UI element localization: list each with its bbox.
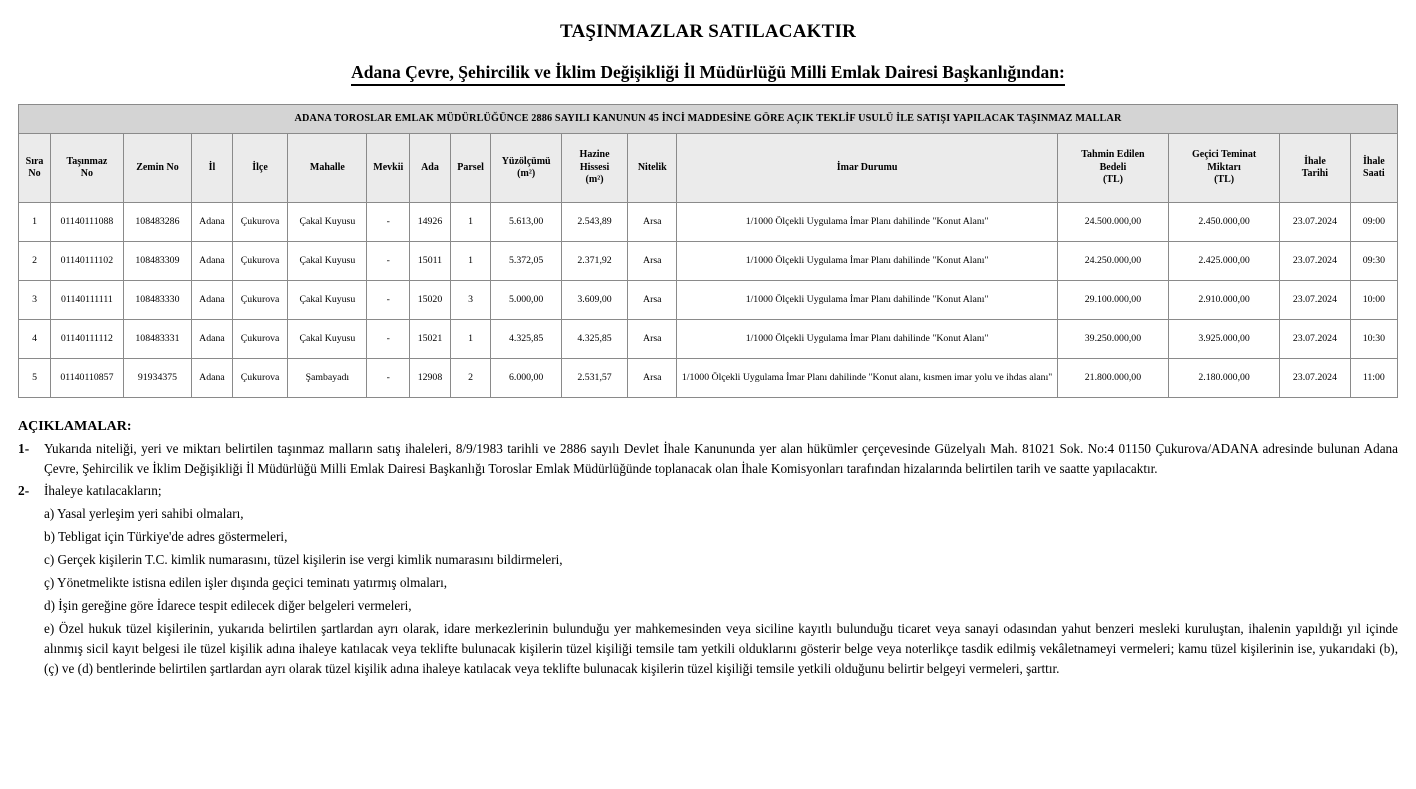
cell-tasinmaz-no: 01140110857: [51, 359, 124, 398]
col-header-line2: Tarihi: [1301, 168, 1329, 180]
explanation-body-1: [44, 439, 1398, 479]
table-header-row: [19, 134, 1398, 203]
explanation-subitem-b: b) Tebligat için Türkiye'de adres göstermeleri,: [44, 528, 288, 544]
cell-nitelik: Arsa: [628, 242, 677, 281]
cell-ilce: Çukurova: [232, 320, 288, 359]
cell-ihale-saati: 10:00: [1350, 281, 1397, 320]
cell-parsel: 1: [450, 320, 491, 359]
col-header-line1: İhale: [1363, 155, 1385, 167]
cell-sira-no: 1: [19, 203, 51, 242]
col-header-line2: No: [28, 168, 41, 180]
cell-ihale-tarihi: 23.07.2024: [1280, 320, 1351, 359]
explanation-subitem-c-cedilla: ç) Yönetmelikte istisna edilen işler dışında geçici teminatı yatırmış olmaları,: [44, 574, 448, 590]
cell-ihale-saati: 10:30: [1350, 320, 1397, 359]
explanations-title: AÇIKLAMALAR:: [18, 419, 132, 435]
cell-tahmin-edilen-bedel: 24.500.000,00: [1057, 203, 1168, 242]
col-header-ihale-saati: [1350, 134, 1397, 203]
col-header-line2: (m²): [517, 168, 536, 180]
col-header-ihale-tarihi: [1280, 134, 1351, 203]
cell-tahmin-edilen-bedel: 24.250.000,00: [1057, 242, 1168, 281]
cell-ihale-tarihi: 23.07.2024: [1280, 359, 1351, 398]
col-header-line3: (TL): [1214, 174, 1235, 186]
cell-imar-durumu: 1/1000 Ölçekli Uygulama İmar Planı dahilinde "Konut Alanı": [677, 203, 1058, 242]
cell-imar-durumu: 1/1000 Ölçekli Uygulama İmar Planı dahilinde "Konut alanı, kısmen imar yolu ve ihdas alanı": [677, 359, 1058, 398]
cell-zemin-no: 108483286: [123, 203, 191, 242]
cell-mevkii: -: [367, 242, 410, 281]
table-header-row-group: [19, 134, 1398, 203]
col-header-nitelik: Nitelik: [628, 134, 677, 203]
cell-yuzolcumu: 4.325,85: [491, 320, 562, 359]
col-header-line1: Sıra: [25, 155, 44, 167]
col-header-line2: Saati: [1363, 168, 1385, 180]
col-header-parsel: Parsel: [450, 134, 491, 203]
cell-ihale-saati: 09:30: [1350, 242, 1397, 281]
col-header-yuzolcumu: [491, 134, 562, 203]
cell-il: Adana: [192, 242, 233, 281]
cell-sira-no: 3: [19, 281, 51, 320]
cell-mevkii: -: [367, 320, 410, 359]
cell-ilce: Çukurova: [232, 281, 288, 320]
col-header-mahalle: Mahalle: [288, 134, 367, 203]
cell-nitelik: Arsa: [628, 281, 677, 320]
col-header-line2: Bedeli: [1099, 161, 1127, 173]
cell-yuzolcumu: 5.000,00: [491, 281, 562, 320]
cell-ada: 15021: [410, 320, 451, 359]
col-header-il: İl: [192, 134, 233, 203]
page-subtitle-text: Adana Çevre, Şehircilik ve İklim Değişikliği İl Müdürlüğü Milli Emlak Dairesi Başkanlığından:: [351, 62, 1065, 86]
cell-gecici-teminat: 3.925.000,00: [1169, 320, 1280, 359]
cell-imar-durumu: 1/1000 Ölçekli Uygulama İmar Planı dahilinde "Konut Alanı": [677, 242, 1058, 281]
cell-il: Adana: [192, 359, 233, 398]
explanations-section: [18, 416, 1398, 679]
explanation-subitem-e: e) Özel hukuk tüzel kişilerinin, yukarıda belirtilen şartlardan ayrı olarak, idare merkezlerinin bulunduğu yer mahkemesinden veya siciline kayıtlı bulunduğu ticaret veya sanayi odasından yahut benzeri mesleki kuruluştan, ihalenin yapıldığı yıl içinde alınmış sicil kayıt belgesi ile tüzel kişilik adına ihaleye katılacak veya teklifte bulunacak kişilerin tüzel kişiliği temsile tam yetkili olduklarını gösterir belge veya noterlikçe tasdik edilmiş vekâletnameyi vermeleri; kamu tüzel kişilerinin ise, yukarıdaki (b), (ç) ve (d) bentlerinde belirtilen şartlardan ayrı olarak tüzel kişilik adına ihaleye katılacak veya teklifte bulunacak kişilerin tüzel kişiliği temsile yetkili olduğunu belirtir belgeyi vermeleri, şarttır.: [44, 620, 1398, 677]
table-row: [19, 242, 1398, 281]
explanation-subitem-d: d) İşin gereğine göre İdarece tespit edilecek diğer belgeleri vermeleri,: [44, 597, 412, 613]
cell-hazine-hissesi: 2.371,92: [561, 242, 627, 281]
cell-mevkii: -: [367, 203, 410, 242]
cell-yuzolcumu: 5.613,00: [491, 203, 562, 242]
cell-mevkii: -: [367, 359, 410, 398]
cell-imar-durumu: 1/1000 Ölçekli Uygulama İmar Planı dahilinde "Konut Alanı": [677, 320, 1058, 359]
col-header-tasinmaz-no: [51, 134, 124, 203]
col-header-ada: Ada: [410, 134, 451, 203]
cell-ihale-tarihi: 23.07.2024: [1280, 281, 1351, 320]
page-subtitle: [18, 63, 1398, 82]
cell-mahalle: Şambayadı: [288, 359, 367, 398]
explanation-subitem-c: c) Gerçek kişilerin T.C. kimlik numarasını, tüzel kişilerin ise vergi kimlik numarasını bildirmeleri,: [44, 551, 563, 567]
col-header-tahmin-edilen-bedeli: [1057, 134, 1168, 203]
table-row: [19, 281, 1398, 320]
cell-parsel: 3: [450, 281, 491, 320]
cell-ihale-tarihi: 23.07.2024: [1280, 203, 1351, 242]
properties-table: [18, 104, 1398, 398]
cell-zemin-no: 108483330: [123, 281, 191, 320]
col-header-line2: Miktarı: [1207, 161, 1241, 173]
cell-sira-no: 4: [19, 320, 51, 359]
cell-nitelik: Arsa: [628, 320, 677, 359]
cell-gecici-teminat: 2.180.000,00: [1169, 359, 1280, 398]
cell-ihale-saati: 09:00: [1350, 203, 1397, 242]
cell-ilce: Çukurova: [232, 242, 288, 281]
cell-hazine-hissesi: 4.325,85: [561, 320, 627, 359]
cell-zemin-no: 108483331: [123, 320, 191, 359]
cell-yuzolcumu: 6.000,00: [491, 359, 562, 398]
cell-ada: 12908: [410, 359, 451, 398]
cell-zemin-no: 91934375: [123, 359, 191, 398]
cell-tasinmaz-no: 01140111102: [51, 242, 124, 281]
cell-ihale-saati: 11:00: [1350, 359, 1397, 398]
col-header-line1: Geçici Teminat: [1192, 149, 1257, 161]
cell-sira-no: 2: [19, 242, 51, 281]
col-header-imar-durumu: İmar Durumu: [677, 134, 1058, 203]
explanation-text-1: Yukarıda niteliği, yeri ve miktarı belirtilen taşınmaz malların satış ihaleleri, 8/9/1983 tarihli ve 2886 sayılı Devlet İhale Kanununda yer alan hükümler çerçevesinde Güzelyalı Mah. 81021 Sok. No:4 01150 Çukurova/ADANA adresinde bulunan Adana Çevre, Şehircilik ve İklim Değişikliği İl Müdürlüğü Milli Emlak Dairesi Başkanlığı Toroslar Emlak Müdürlüğünde toplanacak olan İhale Komisyonları tarafından hizalarında belirtilen tarih ve saatte yapılacaktır.: [44, 441, 1398, 477]
col-header-line2: Hissesi: [579, 161, 610, 173]
cell-tahmin-edilen-bedel: 39.250.000,00: [1057, 320, 1168, 359]
col-header-hazine-hissesi: [561, 134, 627, 203]
cell-gecici-teminat: 2.425.000,00: [1169, 242, 1280, 281]
cell-zemin-no: 108483309: [123, 242, 191, 281]
cell-tasinmaz-no: 01140111088: [51, 203, 124, 242]
cell-mahalle: Çakal Kuyusu: [288, 281, 367, 320]
col-header-line1: Yüzölçümü: [501, 155, 551, 167]
cell-ada: 15020: [410, 281, 451, 320]
cell-tahmin-edilen-bedel: 29.100.000,00: [1057, 281, 1168, 320]
cell-il: Adana: [192, 320, 233, 359]
explanation-item-1: [18, 439, 1398, 479]
cell-tahmin-edilen-bedel: 21.800.000,00: [1057, 359, 1168, 398]
col-header-mevkii: Mevkii: [367, 134, 410, 203]
cell-tasinmaz-no: 01140111112: [51, 320, 124, 359]
cell-ada: 14926: [410, 203, 451, 242]
table-row: [19, 359, 1398, 398]
cell-ilce: Çukurova: [232, 203, 288, 242]
explanation-text-2: İhaleye katılacakların;: [44, 482, 162, 498]
page-title: TAŞINMAZLAR SATILACAKTIR: [559, 21, 856, 42]
cell-il: Adana: [192, 203, 233, 242]
cell-yuzolcumu: 5.372,05: [491, 242, 562, 281]
cell-tasinmaz-no: 01140111111: [51, 281, 124, 320]
table-body: [19, 203, 1398, 398]
cell-mahalle: Çakal Kuyusu: [288, 242, 367, 281]
col-header-line1: Hazine: [579, 149, 610, 161]
cell-imar-durumu: 1/1000 Ölçekli Uygulama İmar Planı dahilinde "Konut Alanı": [677, 281, 1058, 320]
col-header-zemin-no: Zemin No: [123, 134, 191, 203]
col-header-gecici-teminat-miktari: [1169, 134, 1280, 203]
cell-hazine-hissesi: 3.609,00: [561, 281, 627, 320]
cell-gecici-teminat: 2.910.000,00: [1169, 281, 1280, 320]
cell-il: Adana: [192, 281, 233, 320]
explanation-body-2: [44, 481, 1398, 680]
cell-ada: 15011: [410, 242, 451, 281]
explanation-item-2: [18, 481, 1398, 680]
cell-ihale-tarihi: 23.07.2024: [1280, 242, 1351, 281]
cell-nitelik: Arsa: [628, 359, 677, 398]
col-header-line3: (m²): [585, 174, 604, 186]
cell-gecici-teminat: 2.450.000,00: [1169, 203, 1280, 242]
col-header-ilce: İlçe: [232, 134, 288, 203]
cell-nitelik: Arsa: [628, 203, 677, 242]
col-header-line1: Taşınmaz: [66, 155, 108, 167]
cell-hazine-hissesi: 2.543,89: [561, 203, 627, 242]
col-header-line3: (TL): [1102, 174, 1123, 186]
explanation-sublist-2: [44, 504, 1398, 680]
table-banner-row: [19, 105, 1398, 134]
col-header-sira-no: [19, 134, 51, 203]
properties-table-wrapper: [18, 104, 1398, 398]
cell-hazine-hissesi: 2.531,57: [561, 359, 627, 398]
cell-mahalle: Çakal Kuyusu: [288, 203, 367, 242]
col-header-line2: No: [80, 168, 94, 180]
col-header-line1: İhale: [1304, 155, 1326, 167]
explanation-marker-2: 2-: [18, 482, 30, 498]
explanation-marker-1: 1-: [18, 441, 30, 457]
explanation-subitem-a: a) Yasal yerleşim yeri sahibi olmaları,: [44, 505, 244, 521]
col-header-line1: Tahmin Edilen: [1081, 149, 1145, 161]
table-row: [19, 203, 1398, 242]
cell-parsel: 1: [450, 203, 491, 242]
cell-parsel: 1: [450, 242, 491, 281]
document-page: [0, 22, 1416, 789]
cell-parsel: 2: [450, 359, 491, 398]
cell-ilce: Çukurova: [232, 359, 288, 398]
table-banner: ADANA TOROSLAR EMLAK MÜDÜRLÜĞÜNCE 2886 SAYILI KANUNUN 45 İNCİ MADDESİNE GÖRE AÇIK TEKLİF USULÜ İLE SATIŞI YAPILACAK TAŞINMAZ MALLAR: [19, 105, 1398, 134]
cell-mevkii: -: [367, 281, 410, 320]
cell-sira-no: 5: [19, 359, 51, 398]
cell-mahalle: Çakal Kuyusu: [288, 320, 367, 359]
table-row: [19, 320, 1398, 359]
